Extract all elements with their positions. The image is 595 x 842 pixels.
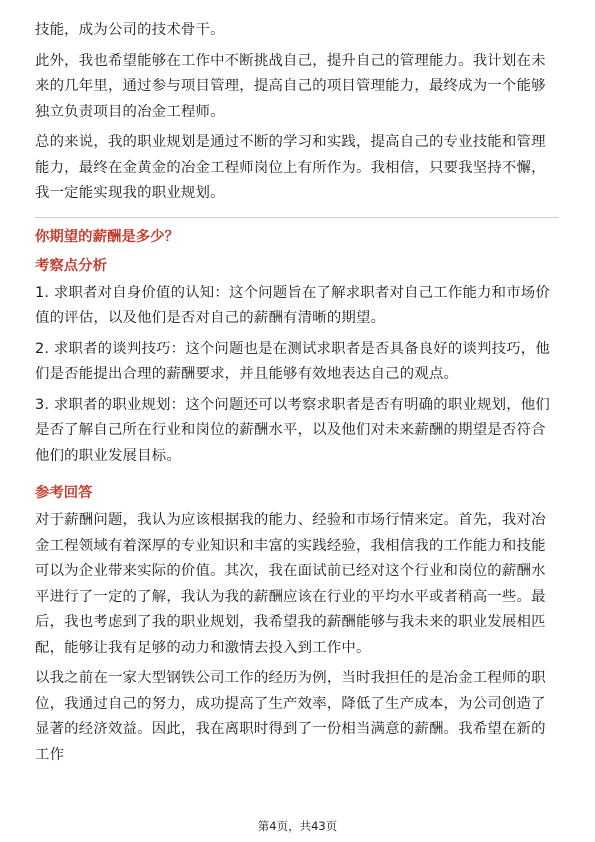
analysis-heading: 考察点分析 <box>35 257 107 274</box>
paragraph: 此外，我也希望能够在工作中不断挑战自己，提升自己的管理能力。我计划在未来的几年里，通过参与项目管理，提高自己的项目管理能力，最终成为一个能够独立负责项目的冶金工程师。 <box>35 52 546 120</box>
document-page <box>35 18 559 768</box>
answer-paragraph: 以我之前在一家大型钢铁公司工作的经历为例，当时我担任的是冶金工程师的职位，我通过自己的努力，成功提高了生产效率，降低了生产成本，为公司创造了显著的经济效益。因此，我在离职时得到了一份相当满意的薪酬。我希望在新的工作 <box>35 670 546 763</box>
paragraph: 总的来说，我的职业规划是通过不断的学习和实践，提高自己的专业技能和管理能力，最终在金黄金的冶金工程师岗位上有所作为。我相信，只要我坚持不懈，我一定能实现我的职业规划。 <box>35 134 546 201</box>
answer-paragraph: 对于薪酬问题，我认为应该根据我的能力、经验和市场行情来定。首先，我对冶金工程领域有着深厚的专业知识和丰富的实践经验，我相信我的工作能力和技能可以为企业带来实际的价值。其次，我在面试前已经对这个行业和岗位的薪酬水平进行了一定的了解，我认为我的薪酬应该在行业的平均水平或者稍高一些。最后，我也考虑到了我的职业规划，我希望我的薪酬能够与我未来的职业发展相匹配，能够让我有足够的动力和激情去投入到工作中。 <box>35 512 546 656</box>
paragraph: 技能，成为公司的技术骨干。 <box>35 22 225 38</box>
answer-heading: 参考回答 <box>35 485 93 501</box>
page-number: 第4页，共43页 <box>257 819 338 833</box>
analysis-item: 1. 求职者对自身价值的认知：这个问题旨在了解求职者对自己工作能力和市场价值的评估，以及他们是否对自己的薪酬有清晰的期望。 <box>35 284 550 326</box>
intro-section <box>35 18 559 207</box>
analysis-item: 3. 求职者的职业规划：这个问题还可以考察求职者是否有明确的职业规划，他们是否了解自己所在行业和岗位的薪酬水平，以及他们对未来薪酬的期望是否符合他们的职业发展目标。 <box>35 396 550 464</box>
analysis-item: 2. 求职者的谈判技巧：这个问题也是在测试求职者是否具备良好的谈判技巧，他们是否能提出合理的薪酬要求，并且能够有效地表达自己的观点。 <box>35 340 550 382</box>
divider <box>35 217 559 218</box>
question-title: 你期望的薪酬是多少？ <box>35 228 179 245</box>
